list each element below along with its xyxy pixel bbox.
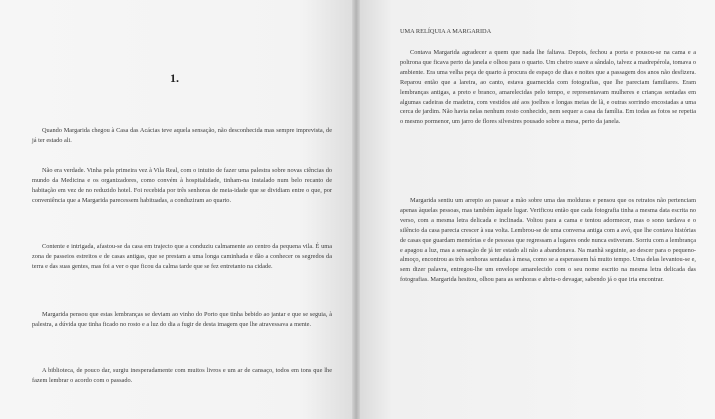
paragraph-text: Margarida pensou que estas lembranças se deviam ao vinho do Porto que tinha bebido ao jantar e que se seguia, à palestra, a dúvida que tinha ficado no rosto e a luz do dia a fugir de desta imagem que lhe atravessava a mente. [32,311,332,328]
left-paragraph-5 [32,366,332,386]
running-head-text: UMA RELÍQUIA A MARGARIDA [400,28,492,35]
right-paragraph-2 [400,196,696,285]
paragraph-text: Quando Margarida chegou à Casa das Acácias teve aquela sensação, não desconhecida mas sempre imprevista, de já ter estado ali. [32,127,332,144]
left-paragraph-2 [32,166,332,206]
right-page [356,0,715,419]
right-paragraph-1 [400,48,696,127]
running-head [400,27,696,37]
paragraph-text: Contava Margarida agradecer a quem que nada lhe faltava. Depois, fechou a porta e pousou-se na cama e a poltrona que ficava perto da janela e olhou para o quarto. Um cheiro suave a sândalo, talvez a madrepérola, tomava o ambiente. Era uma velha peça de quarto à procura de espaço de dias e noites que a passagem dos anos não desfizera. Reparou então que a lareira, ao canto, estava guarnecida com fotografias, que lhe pareciam familiares. Eram lembranças antigas, a preto e branco, amarelecidas pelo tempo, e representavam mulheres e crianças sentadas em algumas cadeiras de madeira, com vestidos até aos joelhos e longas meias de lã, e outras sorrindo encostadas a uma cerca de jardim. Não havia nelas nenhum rosto conhecido, nem sequer a casa da família. Em todas as fotos se repetia o mesmo pormenor, um jarro de flores silvestres pousado sobre a mesa, perto da janela. [400,49,696,126]
paragraph-text: A biblioteca, de pouco dar, surgiu inesperadamente com muitos livros e um ar de cansaço, todos em tons que lhe fazem lembrar o acordo com o passado. [32,367,332,384]
left-page [0,0,356,419]
paragraph-text: Não era verdade. Vinha pela primeira vez à Vila Real, com o intuito de fazer uma palestra sobre novas ciências do mundo da Medicina e os organizadores, como convém à hospitalidade, tinham-na instalado num belo recanto de habitação em vez de no reduzido hotel. Foi recebida por três senhoras de meia-idade que se dividiam entre o que, por conveniência que a Margarida parecessem habituadas, a conduziram ao quarto. [32,167,332,204]
paragraph-text: Contente e intrigada, afastou-se da casa em trajecto que a conduziu calmamente ao centro da pequena vila. É uma zona de passeios estreitos e de casas antigas, que se prestam a uma longa caminhada e dão a conhecer os segredos da terra e das suas gentes, mas foi a ver o que ficou da calma tarde que se fez entretanto na cidade. [32,243,332,270]
chapter-number: 1. [170,71,179,85]
book-gutter [352,0,360,419]
left-paragraph-4 [32,310,332,330]
left-paragraph-1 [32,126,332,146]
paragraph-text: Margarida sentiu um arrepio ao passar a mão sobre uma das molduras e pensou que os retratos não pertenciam apenas àquelas pessoas, mas também àquele lugar. Verificou então que cada fotografia tinha a mesma data escrita no verso, com a mesma letra delicada e inclinada. Voltou para a cama e tentou adormecer, mas o sono tardava e o silêncio da casa parecia crescer à sua volta. Lembrou-se de uma conversa antiga com a avó, que lhe contava histórias de casas que guardam memórias e de pessoas que regressam a lugares onde nunca estiveram. Sorriu com a lembrança e apagou a luz, mas a sensação de já ter estado ali não a abandonava. Na manhã seguinte, ao descer para o pequeno-almoço, encontrou as três senhoras sentadas à mesa, como se a esperassem há muito tempo. Uma delas levantou-se e, sem dizer palavra, entregou-lhe um envelope amarelecido com o seu nome escrito na mesma letra delicada das fotografias. Margarida hesitou, olhou para as senhoras e abriu-o devagar, sabendo já o que iria encontrar. [400,197,697,284]
left-paragraph-3 [32,242,332,272]
